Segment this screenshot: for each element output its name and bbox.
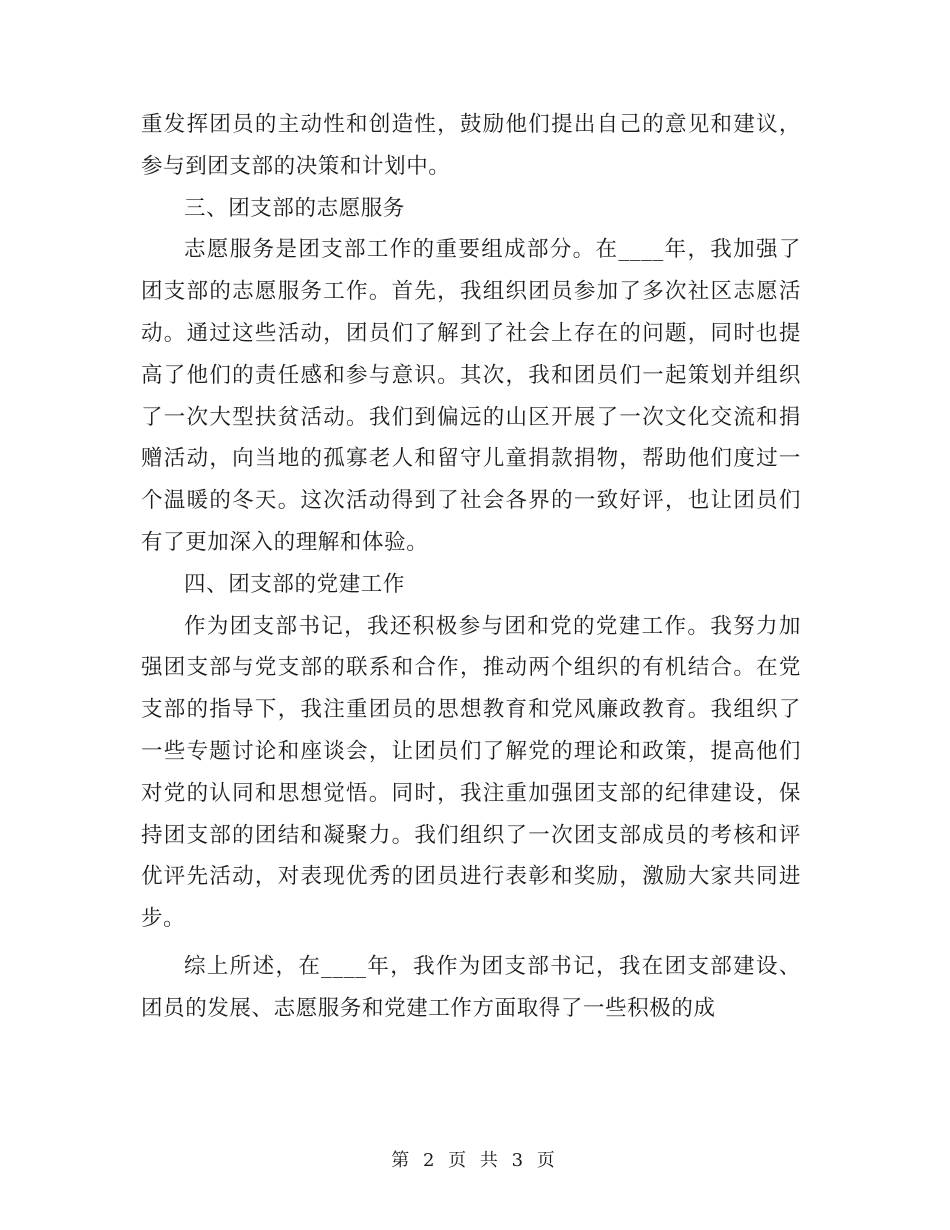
- paragraph-party-building: 作为团支部书记，我还积极参与团和党的党建工作。我努力加强团支部与党支部的联系和合作，推动两个组织的有机结合。在党支部的指导下，我注重团员的思想教育和党风廉政教育。我组织了一些专题讨论和座谈会，让团员们了解党的理论和政策，提高他们对党的认同和思想觉悟。同时，我注重加强团支部的纪律建设，保持团支部的团结和凝聚力。我们组织了一次团支部成员的考核和评优评先活动，对表现优秀的团员进行表彰和奖励，激励大家共同进步。: [141, 613, 801, 932]
- document-body: [141, 104, 801, 1030]
- continuation-paragraph: 重发挥团员的主动性和创造性，鼓励他们提出自己的意见和建议，参与到团支部的决策和计划中。: [141, 112, 801, 179]
- section-heading-volunteer-service: 三、团支部的志愿服务: [184, 195, 406, 221]
- paragraph-volunteer-service: 志愿服务是团支部工作的重要组成部分。在____年，我加强了团支部的志愿服务工作。首先，我组织团员参加了多次社区志愿活动。通过这些活动，团员们了解到了社会上存在的问题，同时也提高了他们的责任感和参与意识。其次，我和团员们一起策划并组织了一次大型扶贫活动。我们到偏远的山区开展了一次文化交流和捐赠活动，向当地的孤寡老人和留守儿童捐款捐物，帮助他们度过一个温暖的冬天。这次活动得到了社会各界的一致好评，也让团员们有了更加深入的理解和体验。: [141, 237, 801, 555]
- paragraph-summary: 综上所述，在____年，我作为团支部书记，我在团支部建设、团员的发展、志愿服务和党建工作方面取得了一些积极的成: [141, 953, 801, 1021]
- page-number-footer: 第 2 页 共 3 页: [391, 1150, 559, 1171]
- section-heading-party-building: 四、团支部的党建工作: [184, 571, 406, 597]
